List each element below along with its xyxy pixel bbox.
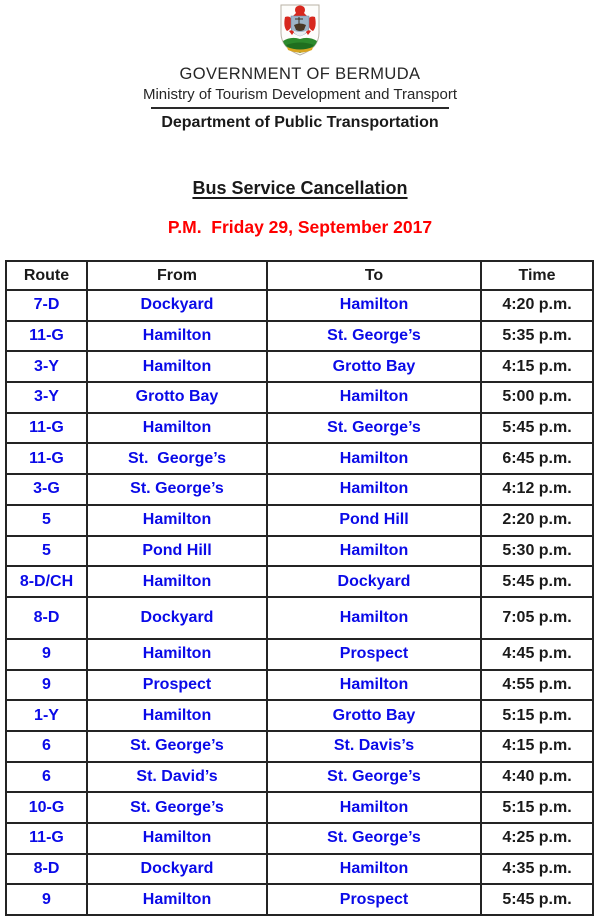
notice-date: P.M. Friday 29, September 2017 xyxy=(167,217,433,237)
time-cell: 4:40 p.m. xyxy=(481,762,593,793)
to-cell: Hamilton xyxy=(267,290,481,321)
government-name: GOVERNMENT OF BERMUDA xyxy=(179,65,421,83)
time-cell: 4:15 p.m. xyxy=(481,351,593,382)
from-cell: Hamilton xyxy=(87,884,267,915)
to-cell: Prospect xyxy=(267,884,481,915)
to-cell: Hamilton xyxy=(267,474,481,505)
route-cell: 10-G xyxy=(6,792,87,823)
table-row xyxy=(6,351,593,382)
table-row xyxy=(6,536,593,567)
from-cell: Dockyard xyxy=(87,854,267,885)
from-cell: Hamilton xyxy=(87,700,267,731)
from-cell: Hamilton xyxy=(87,639,267,670)
from-cell: Grotto Bay xyxy=(87,382,267,413)
notice-title: Bus Service Cancellation xyxy=(192,178,408,198)
from-cell: Hamilton xyxy=(87,823,267,854)
cancellation-table xyxy=(5,260,594,916)
route-cell: 11-G xyxy=(6,443,87,474)
route-cell: 3-Y xyxy=(6,351,87,382)
table-row xyxy=(6,854,593,885)
route-column-header: Route xyxy=(6,261,87,290)
table-row xyxy=(6,597,593,639)
route-cell: 8-D xyxy=(6,597,87,639)
time-cell: 2:20 p.m. xyxy=(481,505,593,536)
route-cell: 5 xyxy=(6,536,87,567)
from-cell: Prospect xyxy=(87,670,267,701)
route-cell: 7-D xyxy=(6,290,87,321)
time-cell: 4:15 p.m. xyxy=(481,731,593,762)
bermuda-coat-of-arms-icon xyxy=(277,3,323,57)
to-cell: Hamilton xyxy=(267,597,481,639)
to-column-header: To xyxy=(267,261,481,290)
time-cell: 6:45 p.m. xyxy=(481,443,593,474)
time-column-header: Time xyxy=(481,261,593,290)
from-cell: Dockyard xyxy=(87,597,267,639)
route-cell: 3-G xyxy=(6,474,87,505)
table-row xyxy=(6,413,593,444)
route-cell: 11-G xyxy=(6,823,87,854)
letterhead xyxy=(0,0,600,132)
from-cell: Hamilton xyxy=(87,351,267,382)
from-cell: St. George’s xyxy=(87,792,267,823)
table-header xyxy=(6,261,593,290)
table-row xyxy=(6,474,593,505)
to-cell: Hamilton xyxy=(267,382,481,413)
from-cell: St. David’s xyxy=(87,762,267,793)
table-row xyxy=(6,566,593,597)
to-cell: St. Davis’s xyxy=(267,731,481,762)
letterhead-divider xyxy=(151,107,449,109)
to-cell: Hamilton xyxy=(267,443,481,474)
to-cell: Prospect xyxy=(267,639,481,670)
time-cell: 4:45 p.m. xyxy=(481,639,593,670)
table-row xyxy=(6,762,593,793)
table-row xyxy=(6,382,593,413)
table-row xyxy=(6,443,593,474)
time-cell: 7:05 p.m. xyxy=(481,597,593,639)
ministry-name: Ministry of Tourism Development and Transport xyxy=(142,86,458,103)
route-cell: 6 xyxy=(6,762,87,793)
time-cell: 5:45 p.m. xyxy=(481,566,593,597)
to-cell: Pond Hill xyxy=(267,505,481,536)
route-cell: 11-G xyxy=(6,321,87,352)
time-cell: 5:45 p.m. xyxy=(481,413,593,444)
table-body xyxy=(6,290,593,915)
from-cell: Hamilton xyxy=(87,321,267,352)
time-cell: 5:30 p.m. xyxy=(481,536,593,567)
to-cell: Hamilton xyxy=(267,670,481,701)
from-column-header: From xyxy=(87,261,267,290)
table-row xyxy=(6,290,593,321)
table-row xyxy=(6,639,593,670)
time-cell: 4:55 p.m. xyxy=(481,670,593,701)
to-cell: Dockyard xyxy=(267,566,481,597)
to-cell: Hamilton xyxy=(267,792,481,823)
route-cell: 9 xyxy=(6,670,87,701)
from-cell: St. George’s xyxy=(87,443,267,474)
time-cell: 4:35 p.m. xyxy=(481,854,593,885)
route-cell: 11-G xyxy=(6,413,87,444)
route-cell: 9 xyxy=(6,639,87,670)
from-cell: Pond Hill xyxy=(87,536,267,567)
route-cell: 1-Y xyxy=(6,700,87,731)
header-row xyxy=(6,261,593,290)
route-cell: 6 xyxy=(6,731,87,762)
time-cell: 5:35 p.m. xyxy=(481,321,593,352)
table-row xyxy=(6,505,593,536)
time-cell: 4:25 p.m. xyxy=(481,823,593,854)
department-name: Department of Public Transportation xyxy=(161,114,439,131)
from-cell: St. George’s xyxy=(87,474,267,505)
from-cell: Hamilton xyxy=(87,413,267,444)
table-row xyxy=(6,792,593,823)
to-cell: St. George’s xyxy=(267,413,481,444)
to-cell: Grotto Bay xyxy=(267,700,481,731)
table-row xyxy=(6,321,593,352)
route-cell: 8-D/CH xyxy=(6,566,87,597)
table-row xyxy=(6,670,593,701)
to-cell: Hamilton xyxy=(267,854,481,885)
from-cell: Hamilton xyxy=(87,566,267,597)
table-row xyxy=(6,731,593,762)
from-cell: St. George’s xyxy=(87,731,267,762)
from-cell: Hamilton xyxy=(87,505,267,536)
time-cell: 4:12 p.m. xyxy=(481,474,593,505)
table-row xyxy=(6,884,593,915)
time-cell: 5:15 p.m. xyxy=(481,700,593,731)
route-cell: 9 xyxy=(6,884,87,915)
route-cell: 8-D xyxy=(6,854,87,885)
from-cell: Dockyard xyxy=(87,290,267,321)
time-cell: 4:20 p.m. xyxy=(481,290,593,321)
to-cell: St. George’s xyxy=(267,321,481,352)
time-cell: 5:45 p.m. xyxy=(481,884,593,915)
to-cell: Grotto Bay xyxy=(267,351,481,382)
time-cell: 5:00 p.m. xyxy=(481,382,593,413)
table-row xyxy=(6,700,593,731)
route-cell: 3-Y xyxy=(6,382,87,413)
to-cell: St. George’s xyxy=(267,762,481,793)
table-row xyxy=(6,823,593,854)
to-cell: St. George’s xyxy=(267,823,481,854)
route-cell: 5 xyxy=(6,505,87,536)
time-cell: 5:15 p.m. xyxy=(481,792,593,823)
to-cell: Hamilton xyxy=(267,536,481,567)
